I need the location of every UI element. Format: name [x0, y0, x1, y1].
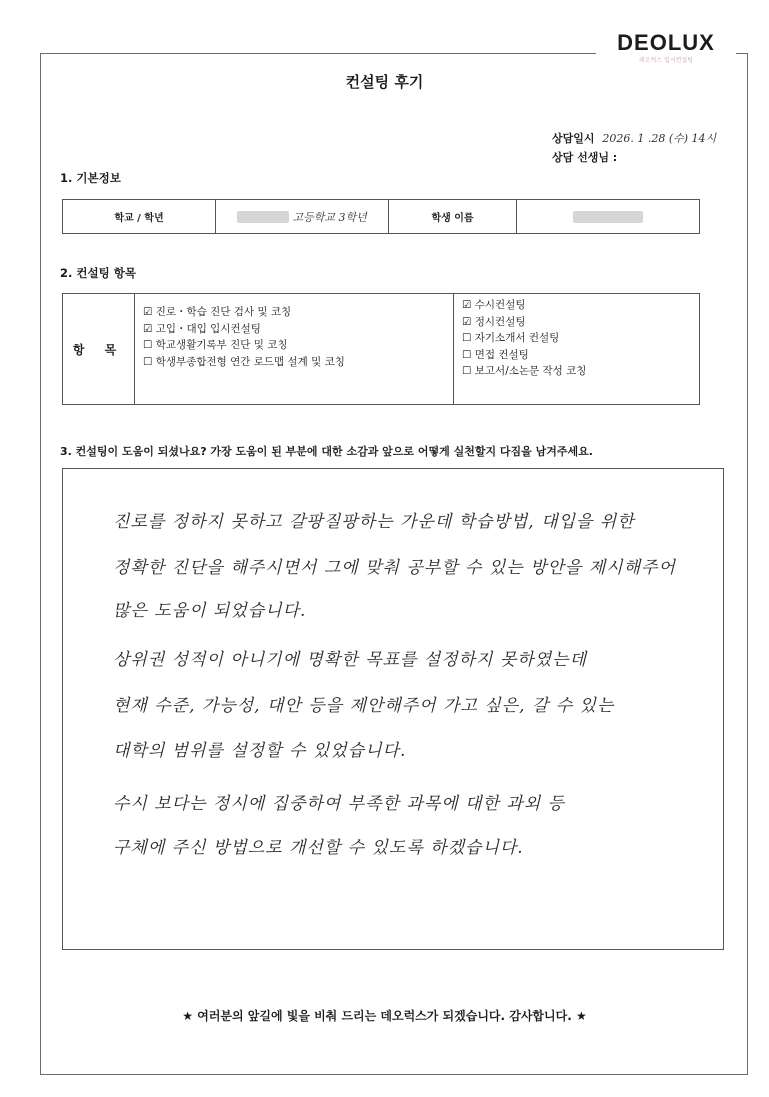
checkbox-icon: ☐ — [462, 348, 472, 361]
checkbox-icon: ☐ — [462, 332, 472, 344]
answer-line: 구체에 주신 방법으로 개선할 수 있도록 하겠습니다. — [113, 838, 524, 858]
checkbox-icon: ☑ — [462, 299, 472, 311]
answer-line: 많은 도움이 되었습니다. — [113, 601, 307, 621]
item-interview-consult: ☐ 면접 컨설팅 — [462, 348, 529, 361]
student-name-label: 학생 이름 — [389, 200, 517, 234]
checkbox-icon: ☑ — [143, 322, 153, 335]
checkbox-icon: ☐ — [462, 365, 472, 377]
checkbox-icon: ☑ — [143, 306, 153, 318]
redacted-school-name — [237, 211, 289, 223]
item-jeongsi-consult: ☑ 정시컨설팅 — [462, 315, 526, 328]
section-feedback-question: 3. 컨설팅이 도움이 되셨나요? 가장 도움이 된 부분에 대한 소감과 앞으로 어떻게 실천할지 다짐을 남겨주세요. — [60, 445, 593, 458]
answer-line: 상위권 성적이 아니기에 명확한 목표를 설정하지 못하였는데 — [113, 650, 587, 670]
item-essay-consult: ☐ 자기소개서 컨설팅 — [462, 332, 560, 344]
item-admission-consult: ☑ 고입・대입 입시컨설팅 — [143, 322, 261, 335]
page-title: 컨설팅 후기 — [345, 73, 424, 91]
redacted-student-name — [573, 211, 643, 223]
basic-info-table — [62, 199, 700, 234]
section-basic-info-heading: 1. 기본정보 — [60, 171, 121, 185]
checkbox-icon: ☐ — [143, 355, 153, 368]
item-susi-consult: ☑ 수시컨설팅 — [462, 299, 526, 311]
answer-line: 정확한 진단을 해주시면서 그에 맞춰 공부할 수 있는 방안을 제시해주어 — [113, 558, 676, 578]
consult-meta — [552, 129, 716, 167]
item-record-diagnosis: ☐ 학교생활기록부 진단 및 코칭 — [143, 339, 288, 351]
school-grade-value: 고등학교 3학년 — [292, 210, 367, 224]
school-grade-label: 학교 / 학년 — [63, 200, 216, 234]
answer-line: 진로를 정하지 못하고 갈팡질팡하는 가운데 학습방법, 대입을 위한 — [113, 512, 635, 532]
feedback-answer-box — [62, 468, 724, 950]
logo-subtitle: 데오럭스 입시컨설팅 — [638, 57, 694, 64]
answer-line: 대학의 범위를 설정할 수 있었습니다. — [113, 741, 407, 761]
item-career-coaching: ☑ 진로・학습 진단 검사 및 코칭 — [143, 306, 292, 318]
consult-items-table — [62, 293, 700, 405]
consult-date-value: 2026. 1 .28 (수) 14시 — [602, 132, 717, 145]
section-consult-items-heading: 2. 컨설팅 항목 — [60, 266, 136, 280]
consult-date-row — [552, 129, 716, 148]
items-header: 항 목 — [63, 294, 135, 405]
consult-date-label: 상담일시 — [552, 132, 595, 145]
checkbox-icon: ☐ — [143, 339, 153, 351]
items-right-col — [454, 294, 700, 405]
item-report-coaching: ☐ 보고서/소논문 작성 코칭 — [462, 365, 587, 377]
item-roadmap-design: ☐ 학생부종합전형 연간 로드맵 설계 및 코칭 — [143, 355, 345, 368]
footer-message: ★ 여러분의 앞길에 빛을 비춰 드리는 데오럭스가 되겠습니다. 감사합니다. ★ — [182, 1009, 587, 1023]
answer-line: 현재 수준, 가능성, 대안 등을 제안해주어 가고 싶은, 갈 수 있는 — [113, 696, 615, 716]
items-left-col — [135, 294, 454, 405]
deolux-logo — [596, 30, 736, 64]
checkbox-icon: ☑ — [462, 315, 472, 328]
student-name-cell — [517, 200, 700, 234]
logo-brand: DEOLUX — [617, 30, 715, 55]
consult-teacher-label: 상담 선생님 : — [552, 151, 618, 164]
answer-line: 수시 보다는 정시에 집중하여 부족한 과목에 대한 과외 등 — [113, 794, 565, 814]
school-grade-cell — [216, 200, 389, 234]
